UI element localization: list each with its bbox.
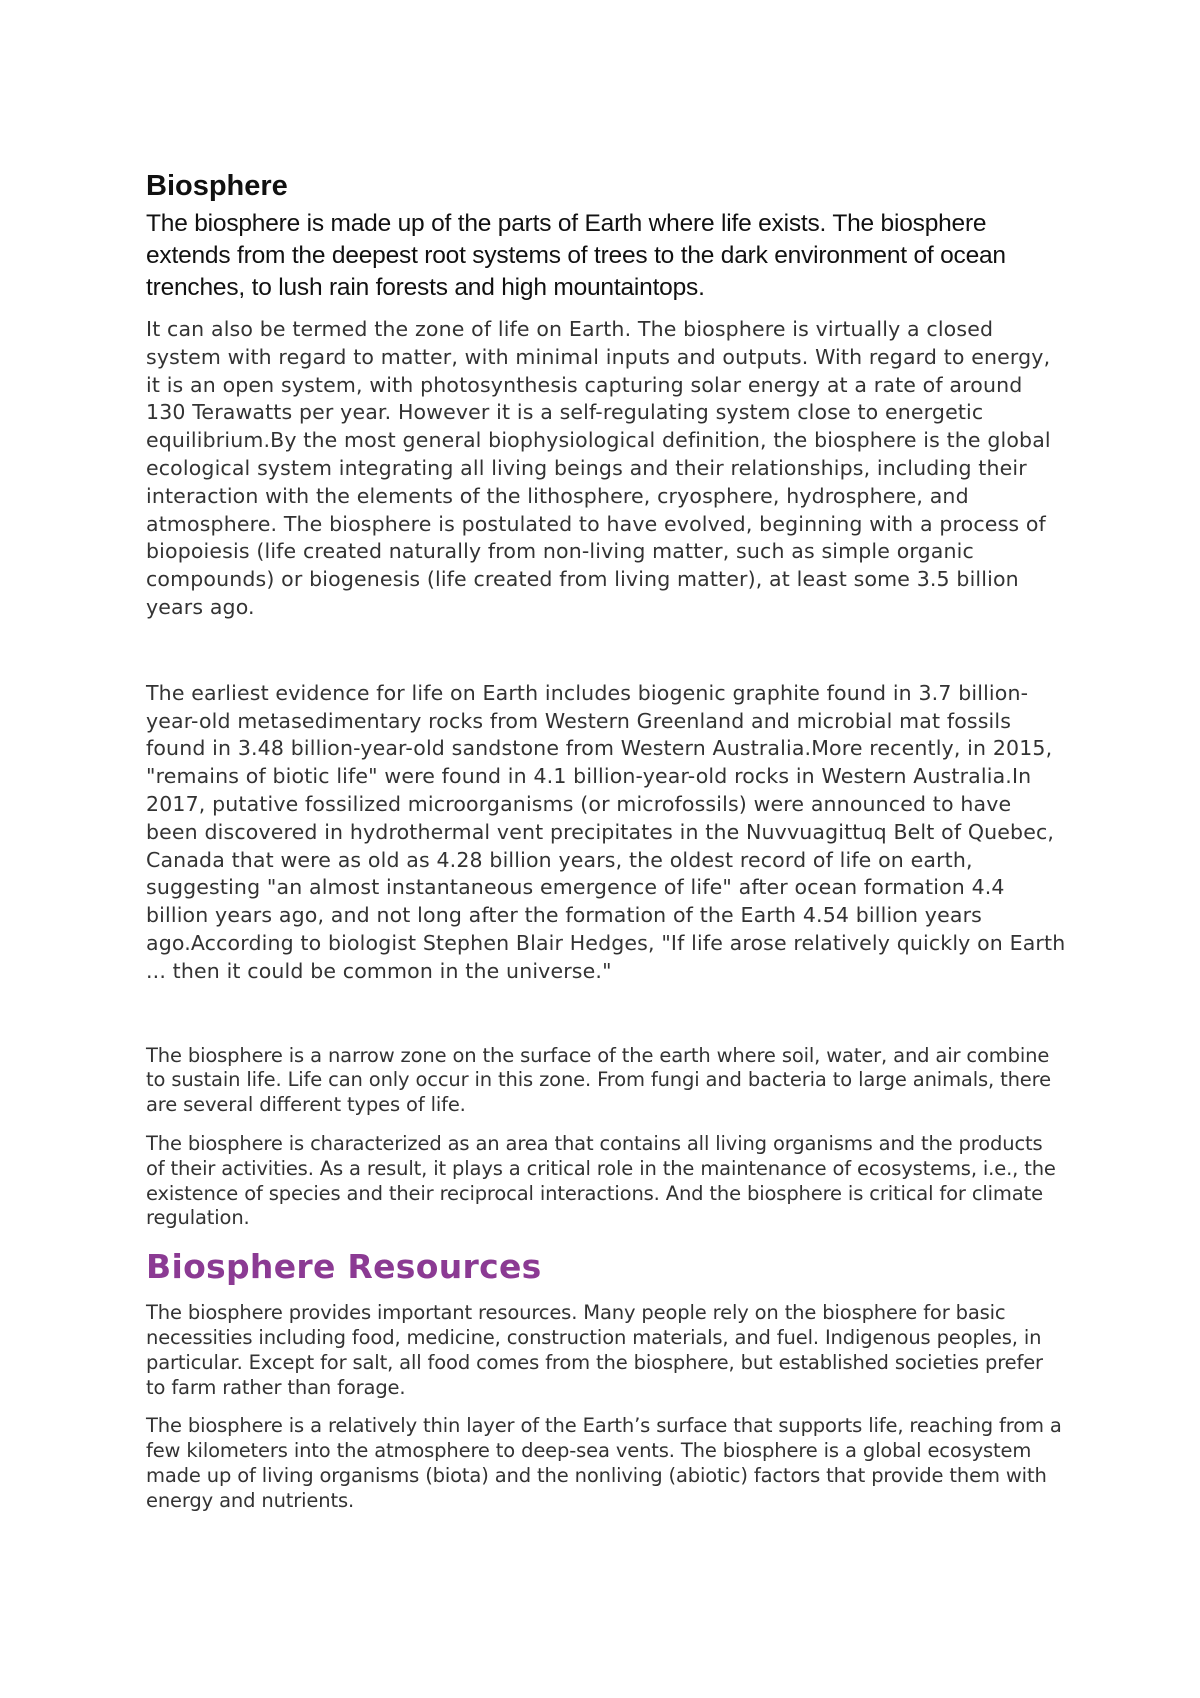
page-title: Biosphere	[146, 170, 288, 202]
paragraph-spacer	[146, 622, 1066, 680]
paragraph-narrow-zone: The biosphere is a narrow zone on the surface of the earth where soil, water, and air combine to sustain life. Life can only occur in this zone. From fungi and bacteria to large animals, there are several different types of life.	[146, 1043, 1051, 1117]
paragraph-thin-layer: The biosphere is a relatively thin layer of the Earth’s surface that supports life, reaching from a few kilometers into the atmosphere to deep-sea vents. The biosphere is a global ecosystem made up of living organisms (biota) and the nonliving (abiotic) factors that provide them with energy and nutrients.	[146, 1414, 1062, 1512]
lead-paragraph: The biosphere is made up of the parts of Earth where life exists. The biosphere extends from the deepest root systems of trees to the dark environment of ocean trenches, to lush rain forests and high mountaintops.	[146, 210, 1006, 301]
section-heading-resources: Biosphere Resources	[146, 1247, 542, 1287]
document-page	[146, 168, 1066, 1527]
paragraph-characterized: The biosphere is characterized as an area that contains all living organisms and the products of their activities. As a result, it plays a critical role in the maintenance of ecosystems, i.e., the existence of species and their reciprocal interactions. And the biosphere is critical for climate regulation.	[146, 1131, 1056, 1230]
paragraph-spacer	[146, 986, 1066, 1044]
paragraph-earliest-evidence: The earliest evidence for life on Earth includes biogenic graphite found in 3.7 billion-year-old metasedimentary rocks from Western Greenland and microbial mat fossils found in 3.48 billion-year-old sandstone from Western Australia.More recently, in 2015, "remains of biotic life" were found in 4.1 billion-year-old rocks in Western Australia.In 2017, putative fossilized microorganisms (or microfossils) were announced to have been discovered in hydrothermal vent precipitates in the Nuvvuagittuq Belt of Quebec, Canada that were as old as 4.28 billion years, the oldest record of life on earth, suggesting "an almost instantaneous emergence of life" after ocean formation 4.4 billion years ago, and not long after the formation of the Earth 4.54 billion years ago.According to biologist Stephen Blair Hedges, "If life arose relatively quickly on Earth ... then it could be common in the universe."	[146, 680, 1066, 983]
paragraph-resources: The biosphere provides important resources. Many people rely on the biosphere for basic necessities including food, medicine, construction materials, and fuel. Indigenous peoples, in particular. Except for salt, all food comes from the biosphere, but established societies prefer to farm rather than forage.	[146, 1301, 1043, 1399]
paragraph-zone-of-life: It can also be termed the zone of life on Earth. The biosphere is virtually a closed system with regard to matter, with minimal inputs and outputs. With regard to energy, it is an open system, with photosynthesis capturing solar energy at a rate of around 130 Terawatts per year. However it is a self-regulating system close to energetic equilibrium.By the most general biophysiological definition, the biosphere is the global ecological system integrating all living beings and their relationships, including their interaction with the elements of the lithosphere, cryosphere, hydrosphere, and atmosphere. The biosphere is postulated to have evolved, beginning with a process of biopoiesis (life created naturally from non-living matter, such as simple organic compounds) or biogenesis (life created from living matter), at least some 3.5 billion years ago.	[146, 317, 1051, 619]
